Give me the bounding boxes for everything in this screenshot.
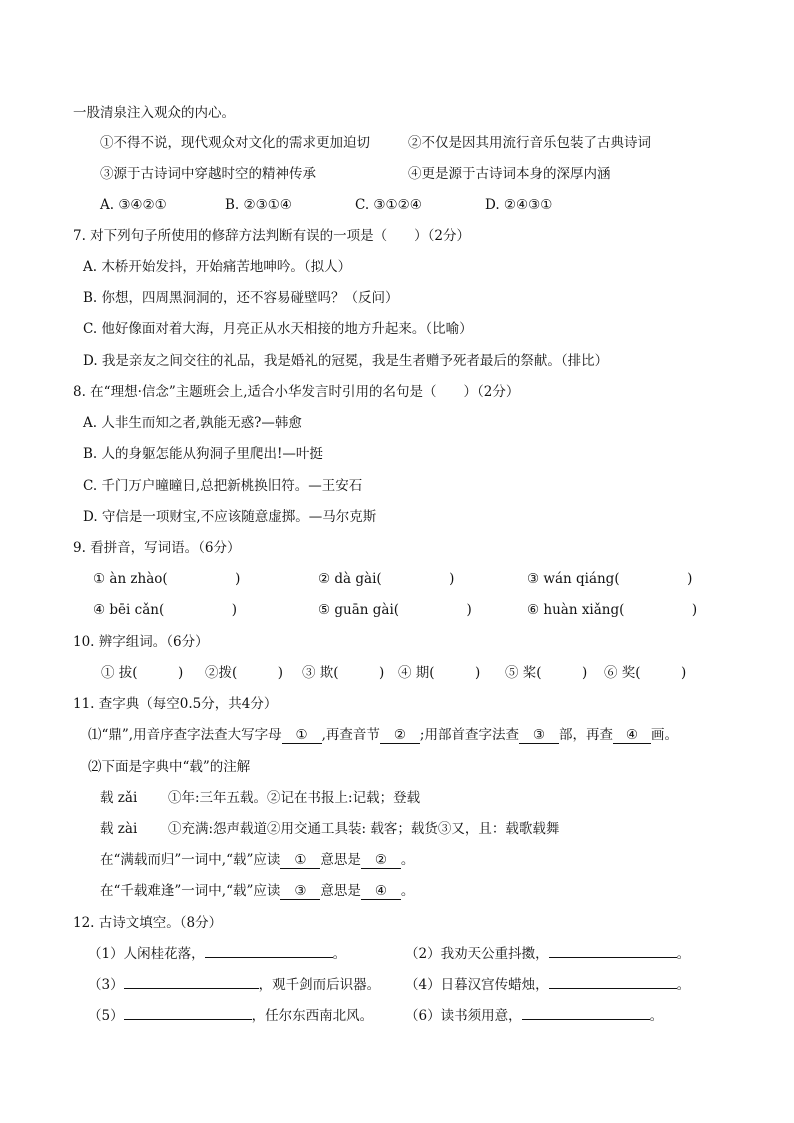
q12-item-5 — [88, 1007, 373, 1025]
q12-item-3 — [88, 976, 380, 994]
q6-item-3: ③源于古诗词中穿越时空的精神传承 — [100, 166, 316, 182]
q12-blank-1[interactable] — [205, 957, 333, 958]
q7-option-d: D. 我是亲友之间交往的礼品，我是婚礼的冠冕，我是生者赠予死者最后的祭献。（排比） — [83, 353, 609, 369]
q9-item-6: ⑥ huàn xiǎng( ) — [527, 602, 698, 618]
q10-item-2: ②拨( ) — [205, 665, 284, 681]
q12-item-6-end: 。 — [649, 1008, 664, 1024]
q11-def-zai3 — [100, 789, 420, 807]
q11-blank-5[interactable]: ① — [280, 853, 320, 869]
q6-option-a: A. ③④②① — [100, 197, 167, 213]
q11-blank-8[interactable]: ④ — [361, 884, 401, 900]
q8-option-b: B. 人的身躯怎能从狗洞子里爬出!—叶挺 — [83, 446, 323, 462]
q10-item-6: ⑥ 奖( ) — [604, 665, 687, 681]
q11-part1-text-e: 部，再查 — [558, 727, 613, 743]
q11-part1-text-f: 画。 — [650, 727, 678, 743]
q11-part2: ⑵下面是字典中“载”的注解 — [88, 759, 251, 775]
q12-item-2-end: 。 — [676, 946, 691, 962]
q6-item-2: ②不仅是因其用流行音乐包装了古典诗词 — [408, 135, 651, 151]
q11-s1-text-a: 在“满载而归”一词中,“载”应读 — [100, 852, 281, 868]
q9-item-4: ④ bēi cǎn( ) — [93, 602, 237, 618]
q10-item-3: ③ 欺( ) — [302, 665, 385, 681]
q12-item-1-end: 。 — [332, 946, 347, 962]
q12-blank-6[interactable] — [522, 1019, 650, 1020]
q12-item-3-end: ，观千剑而后识器。 — [258, 977, 381, 993]
q8-stem: 8. 在“理想·信念”主题班会上,适合小华发言时引用的名句是（ ）（2分） — [73, 384, 520, 400]
q9-item-5: ⑤ guān gài( ) — [318, 602, 472, 618]
q12-blank-2[interactable] — [549, 957, 677, 958]
q10-item-1: ① 拔( ) — [101, 665, 184, 681]
q11-def-zai4-body: ①充满:怨声载道②用交通工具装: 载客；载货③又，且：载歌载舞 — [168, 821, 560, 837]
q11-def-zai4-head: 载 zài — [100, 821, 138, 837]
q7-option-b: B. 你想，四周黑洞洞的，还不容易碰壁吗？（反问） — [83, 290, 399, 306]
q10-item-4: ④ 期( ) — [398, 665, 481, 681]
q11-blank-6[interactable]: ② — [361, 853, 401, 869]
q11-s1-text-c: 意思是 — [320, 852, 361, 868]
q11-s2-text-d: 。 — [400, 883, 415, 899]
q7-option-c: C. 他好像面对着大海，月亮正从水天相接的地方升起来。（比喻） — [83, 321, 473, 337]
q12-blank-5[interactable] — [124, 1019, 252, 1020]
q11-s2-text-a: 在“千载难逢”一词中,“载”应读 — [100, 883, 281, 899]
q6-option-c: C. ③①②④ — [355, 197, 422, 213]
q9-item-2: ② dà gài( ) — [318, 571, 455, 587]
q9-stem: 9. 看拼音，写词语。（6分） — [73, 540, 241, 556]
q12-item-2-text: （2）我劝天公重抖擞， — [405, 946, 549, 962]
q11-stem: 11. 查字典（每空0.5分，共4分） — [73, 696, 278, 712]
q11-blank-2[interactable]: ② — [380, 728, 420, 744]
q11-def-zai4 — [100, 820, 559, 838]
q12-blank-3[interactable] — [124, 988, 259, 989]
q6-item-1: ①不得不说，现代观众对文化的需求更加迫切 — [100, 135, 370, 151]
q6-option-b: B. ②③①④ — [225, 197, 292, 213]
q11-s1-text-d: 。 — [400, 852, 415, 868]
q12-item-4 — [405, 976, 690, 994]
q6-option-d: D. ②④③① — [485, 197, 553, 213]
q11-part1-text-d: ;用部首查字法查 — [419, 727, 519, 743]
q12-item-2 — [405, 945, 690, 963]
q8-option-c: C. 千门万户曈曈日,总把新桃换旧符。—王安石 — [83, 478, 363, 494]
q11-blank-3[interactable]: ③ — [519, 728, 559, 744]
q12-item-4-end: 。 — [676, 977, 691, 993]
q7-stem: 7. 对下列句子所使用的修辞方法判断有误的一项是（ ）（2分） — [73, 228, 471, 244]
q11-blank-1[interactable]: ① — [282, 728, 322, 744]
q11-def-zai3-head: 载 zǎi — [100, 790, 138, 806]
q11-blank-4[interactable]: ④ — [613, 728, 651, 744]
q12-blank-4[interactable] — [549, 988, 677, 989]
q10-item-5: ⑤ 桨( ) — [505, 665, 588, 681]
q12-item-6 — [405, 1007, 663, 1025]
q9-item-1: ① àn zhào( ) — [93, 571, 241, 587]
q12-item-5-end: ，任尔东西南北风。 — [251, 1008, 374, 1024]
q11-def-zai3-body: ①年:三年五载。②记在书报上:记载；登载 — [168, 790, 421, 806]
q12-item-3-text: （3） — [88, 977, 124, 993]
q12-item-1 — [88, 945, 346, 963]
intro-line: 一股清泉注入观众的内心。 — [73, 105, 235, 121]
q12-item-5-text: （5） — [88, 1008, 124, 1024]
q12-stem: 12. 古诗文填空。（8分） — [73, 915, 223, 931]
q12-item-4-text: （4）日暮汉宫传蜡烛， — [405, 977, 549, 993]
q11-blank-7[interactable]: ③ — [280, 884, 320, 900]
q8-option-d: D. 守信是一项财宝,不应该随意虚掷。—马尔克斯 — [83, 509, 377, 525]
q11-part1 — [88, 726, 678, 744]
q10-stem: 10. 辨字组词。（6分） — [73, 634, 209, 650]
q11-sentence-2 — [100, 882, 414, 900]
q11-part1-text-c: ,再查音节 — [321, 727, 380, 743]
q8-option-a: A. 人非生而知之者,孰能无惑?—韩愈 — [83, 415, 302, 431]
q9-item-3: ③ wán qiáng( ) — [527, 571, 693, 587]
q11-part1-text-a: ⑴“鼎”,用音序查字法查大写字母 — [88, 727, 282, 743]
q12-item-6-text: （6）读书须用意， — [405, 1008, 522, 1024]
q11-s2-text-c: 意思是 — [320, 883, 361, 899]
q7-option-a: A. 木桥开始发抖，开始痛苦地呻吟。（拟人） — [83, 259, 352, 275]
q12-item-1-text: （1）人闲桂花落， — [88, 946, 205, 962]
q11-sentence-1 — [100, 851, 414, 869]
q6-item-4: ④更是源于古诗词本身的深厚内涵 — [408, 166, 611, 182]
